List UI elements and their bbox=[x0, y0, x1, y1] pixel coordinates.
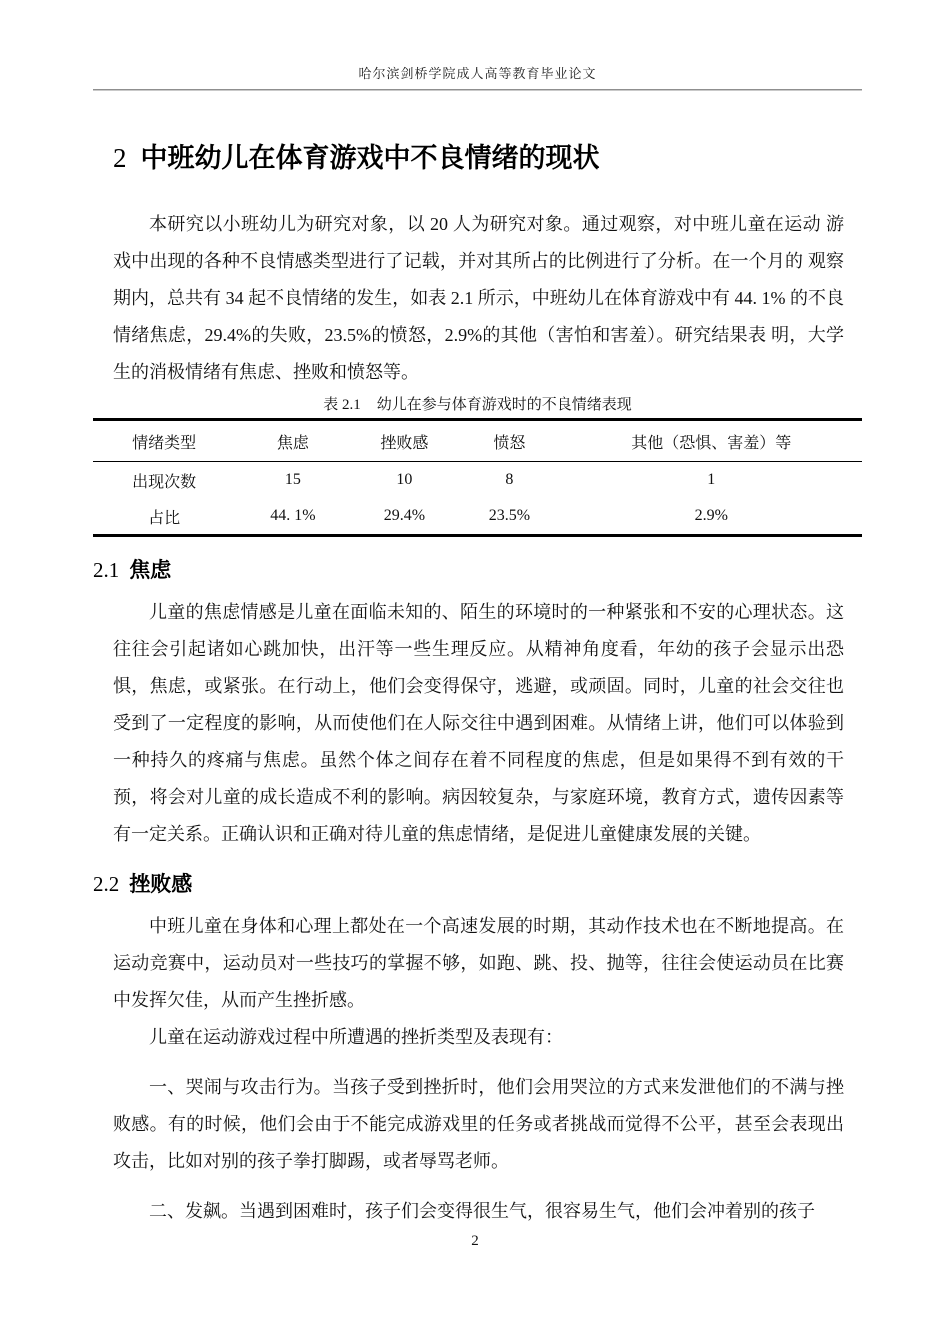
table-row-proportion bbox=[93, 499, 862, 536]
section-heading-anxiety bbox=[93, 553, 862, 588]
frustration-list-item-1: 一、哭闹与攻击行为。当孩子受到挫折时，他们会用哭泣的方式来发泄他们的不满与挫败感。有的时候，他们会由于不能完成游戏里的任务或者挑战而觉得不公平，甚至会表现出攻击，比如对别的孩子拳打脚踢，或者辱骂老师。 bbox=[113, 1077, 844, 1171]
col-header-other: 其他（恐惧、害羞）等 bbox=[561, 420, 862, 462]
content-column bbox=[93, 0, 862, 1230]
table-row-occurrences bbox=[93, 462, 862, 499]
running-header bbox=[93, 0, 862, 91]
frustration-paragraph-2: 儿童在运动游戏过程中所遭遇的挫折类型及表现有： bbox=[149, 1027, 563, 1047]
cell-value: 15 bbox=[284, 471, 301, 489]
table-caption-title: 幼儿在参与体育游戏时的不良情绪表现 bbox=[376, 397, 632, 413]
section-heading-frustration bbox=[93, 867, 862, 902]
cell-value: 10 bbox=[396, 471, 413, 489]
col-header-anxiety: 焦虑 bbox=[235, 420, 350, 462]
chapter-heading bbox=[93, 138, 862, 178]
table-caption-label: 表 2.1 bbox=[323, 397, 361, 413]
anxiety-paragraph: 儿童的焦虑情感是儿童在面临未知的、陌生的环境时的一种紧张和不安的心理状态。这往往会引起诸如心跳加快，出汗等一些生理反应。从精神角度看，年幼的孩子会显示出恐惧，焦虑，或紧张。在行动上，他们会变得保守，逃避，或顽固。同时，儿童的社会交往也受到了一定程度的影响，从而使他们在人际交往中遇到困难。从情绪上讲，他们可以体验到一种持久的疼痛与焦虑。虽然个体之间存在着不同程度的焦虑，但是如果得不到有效的干预，将会对儿童的成长造成不利的影响。病因较复杂，与家庭环境，教育方式，遗传因素等有一定关系。正确认识和正确对待儿童的焦虑情绪，是促进儿童健康发展的关键。 bbox=[113, 602, 844, 844]
chapter-number: 2 bbox=[113, 143, 127, 173]
frustration-paragraph-1: 中班儿童在身体和心理上都处在一个高速发展的时期，其动作技术也在不断地提高。在运动竞赛中，运动员对一些技巧的掌握不够，如跑、跳、投、抛等，往往会使运动员在比赛中发挥欠佳，从而产生挫折感。 bbox=[113, 916, 844, 1010]
emotions-table bbox=[93, 418, 862, 537]
cell-value: 8 bbox=[505, 471, 514, 489]
table-header-row bbox=[93, 420, 862, 462]
emotions-table-header bbox=[93, 420, 862, 462]
section-title-text: 焦虑 bbox=[129, 559, 172, 582]
cell-value: 1 bbox=[707, 471, 716, 489]
cell-row-label: 占比 bbox=[148, 509, 181, 527]
chapter-title-text: 中班幼儿在体育游戏中不良情绪的现状 bbox=[140, 143, 600, 173]
cell-value: 23.5% bbox=[488, 507, 531, 525]
col-header-anger: 愤怒 bbox=[458, 420, 560, 462]
col-header-emotion-type: 情绪类型 bbox=[93, 420, 235, 462]
section-title-text: 挫败感 bbox=[129, 873, 193, 896]
running-header-title: 哈尔滨剑桥学院成人高等教育毕业论文 bbox=[358, 66, 597, 81]
page-number: 2 bbox=[471, 1233, 479, 1249]
header-rule bbox=[93, 89, 862, 91]
section-number: 2.2 bbox=[93, 872, 120, 896]
page-footer bbox=[0, 1232, 950, 1250]
chapter-intro-paragraph: 本研究以小班幼儿为研究对象，以 20 人为研究对象。通过观察，对中班儿童在运动 游戏中出现的各种不良情感类型进行了记载，并对其所占的比例进行了分析。在一个月的 观察期内，总共有 34 起不良情绪的发生，如表 2.1 所示，中班幼儿在体育游戏中有 44. 1% 的不良情绪焦虑，29.4%的失败，23.5%的愤怒，2.9%的其他（害怕和害羞）。研究结果表 明，大学生的消极情绪有焦虑、挫败和愤怒等。 bbox=[113, 214, 844, 382]
table-caption bbox=[93, 393, 862, 417]
frustration-list-item-2: 二、发飙。当遇到困难时，孩子们会变得很生气，很容易生气，他们会冲着别的孩子 bbox=[149, 1201, 815, 1221]
emotions-table-body bbox=[93, 462, 862, 536]
cell-value: 44. 1% bbox=[270, 507, 316, 525]
section-number: 2.1 bbox=[93, 558, 120, 582]
col-header-frustration: 挫败感 bbox=[351, 420, 459, 462]
cell-value: 2.9% bbox=[694, 507, 728, 525]
cell-row-label: 出现次数 bbox=[132, 473, 197, 491]
cell-value: 29.4% bbox=[383, 507, 426, 525]
